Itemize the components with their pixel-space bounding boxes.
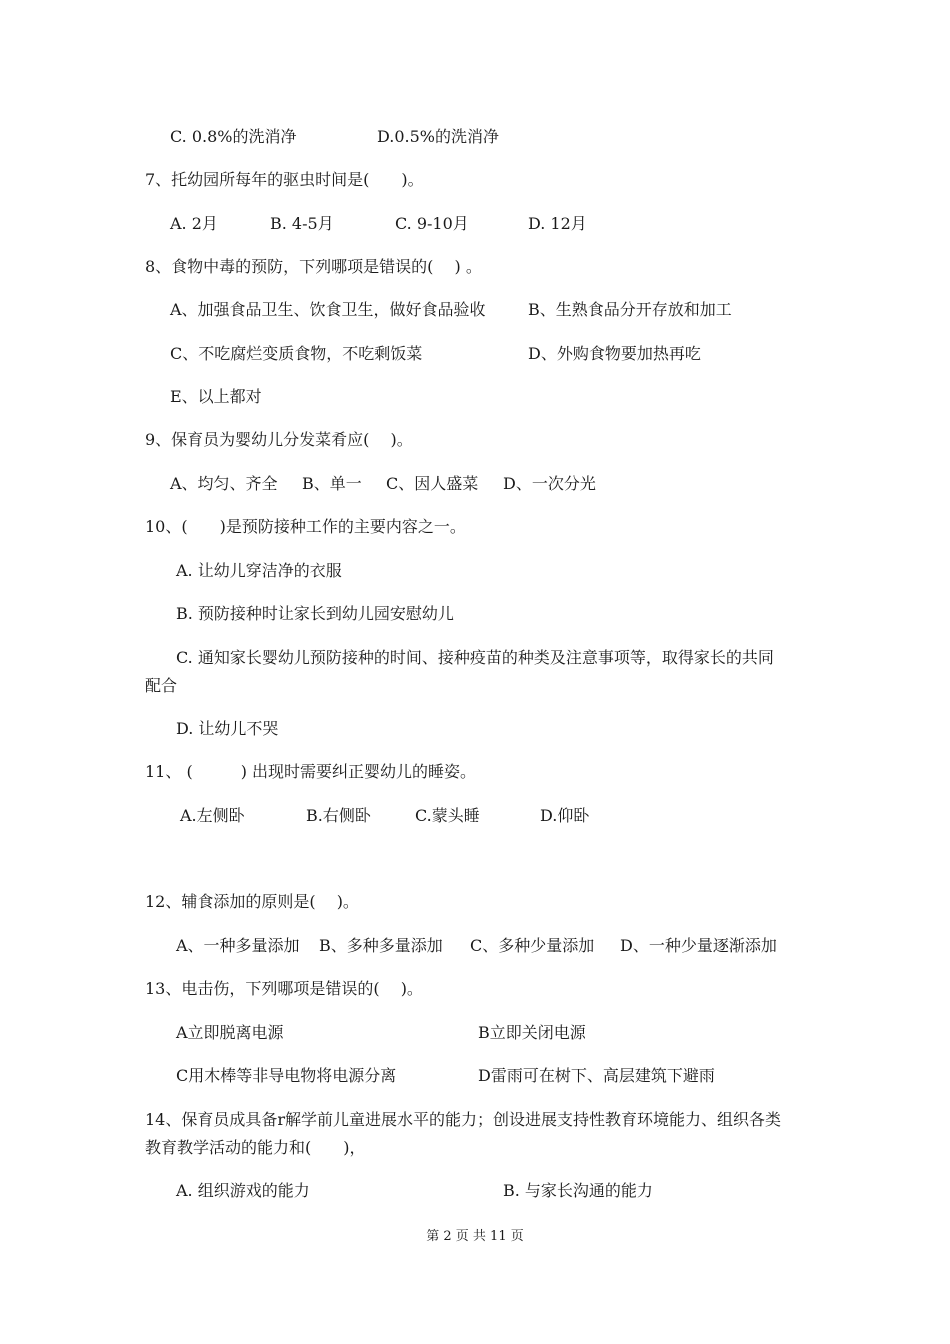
q11-option-d: D.仰卧	[540, 806, 590, 825]
q7-option-d: D. 12月	[528, 214, 587, 233]
q8-stem: 8、食物中毒的预防，下列哪项是错误的( ) 。	[145, 257, 482, 276]
q10-option-d: D. 让幼儿不哭	[176, 719, 279, 738]
q9-option-d: D、一次分光	[503, 474, 596, 493]
q9-option-a: A、均匀、齐全	[170, 474, 278, 493]
q14-stem-continued: 教育教学活动的能力和( )，	[145, 1138, 366, 1157]
q14-option-a: A. 组织游戏的能力	[176, 1181, 310, 1200]
q12-option-b: B、多种多量添加	[319, 936, 443, 955]
q14-stem: 14、保育员成具备r解学前儿童进展水平的能力；创设进展支持性教育环境能力、组织各类	[145, 1110, 782, 1129]
q10-option-a: A. 让幼儿穿洁净的衣服	[176, 561, 342, 580]
q10-option-b: B. 预防接种时让家长到幼儿园安慰幼儿	[176, 604, 454, 623]
q10-stem: 10、( )是预防接种工作的主要内容之一。	[145, 517, 466, 536]
q12-stem: 12、辅食添加的原则是( )。	[145, 892, 359, 911]
q12-option-c: C、多种少量添加	[470, 936, 595, 955]
q9-option-b: B、单一	[302, 474, 362, 493]
q11-option-a: A.左侧卧	[180, 806, 245, 825]
q8-option-a: A、加强食品卫生、饮食卫生，做好食品验收	[170, 300, 486, 319]
q13-option-c: C用木棒等非导电物将电源分离	[176, 1066, 397, 1085]
page-footer: 第 2 页 共 11 页	[426, 1229, 524, 1244]
q9-option-c: C、因人盛菜	[386, 474, 479, 493]
q11-stem: 11、 ( ) 出现时需要纠正婴幼儿的睡姿。	[145, 762, 477, 781]
q13-option-a: A立即脱离电源	[176, 1023, 284, 1042]
q13-stem: 13、电击伤，下列哪项是错误的( )。	[145, 979, 423, 998]
q7-option-a: A. 2月	[170, 214, 218, 233]
q11-option-b: B.右侧卧	[306, 806, 371, 825]
q7-option-b: B. 4-5月	[270, 214, 334, 233]
q7-option-c: C. 9-10月	[395, 214, 469, 233]
q8-option-e: E、以上都对	[170, 387, 262, 406]
q9-stem: 9、保育员为婴幼儿分发菜肴应( )。	[145, 430, 413, 449]
q13-option-b: B立即关闭电源	[478, 1023, 586, 1042]
q10-option-c: C. 通知家长婴幼儿预防接种的时间、接种疫苗的种类及注意事项等，取得家长的共同	[176, 648, 774, 667]
q12-option-a: A、一种多量添加	[176, 936, 300, 955]
q8-option-b: B、生熟食品分开存放和加工	[528, 300, 732, 319]
q12-option-d: D、一种少量逐渐添加	[620, 936, 777, 955]
q6-option-d: D.0.5%的洗消净	[377, 127, 499, 146]
q8-option-d: D、外购食物要加热再吃	[528, 344, 701, 363]
q13-option-d: D雷雨可在树下、高层建筑下避雨	[478, 1066, 715, 1085]
q7-stem: 7、托幼园所每年的驱虫时间是( )。	[145, 170, 424, 189]
q6-option-c: C. 0.8%的洗消净	[170, 127, 297, 146]
q10-option-c-continued: 配合	[145, 676, 178, 695]
q14-option-b: B. 与家长沟通的能力	[503, 1181, 653, 1200]
q11-option-c: C.蒙头睡	[415, 806, 480, 825]
q8-option-c: C、不吃腐烂变质食物，不吃剩饭菜	[170, 344, 423, 363]
